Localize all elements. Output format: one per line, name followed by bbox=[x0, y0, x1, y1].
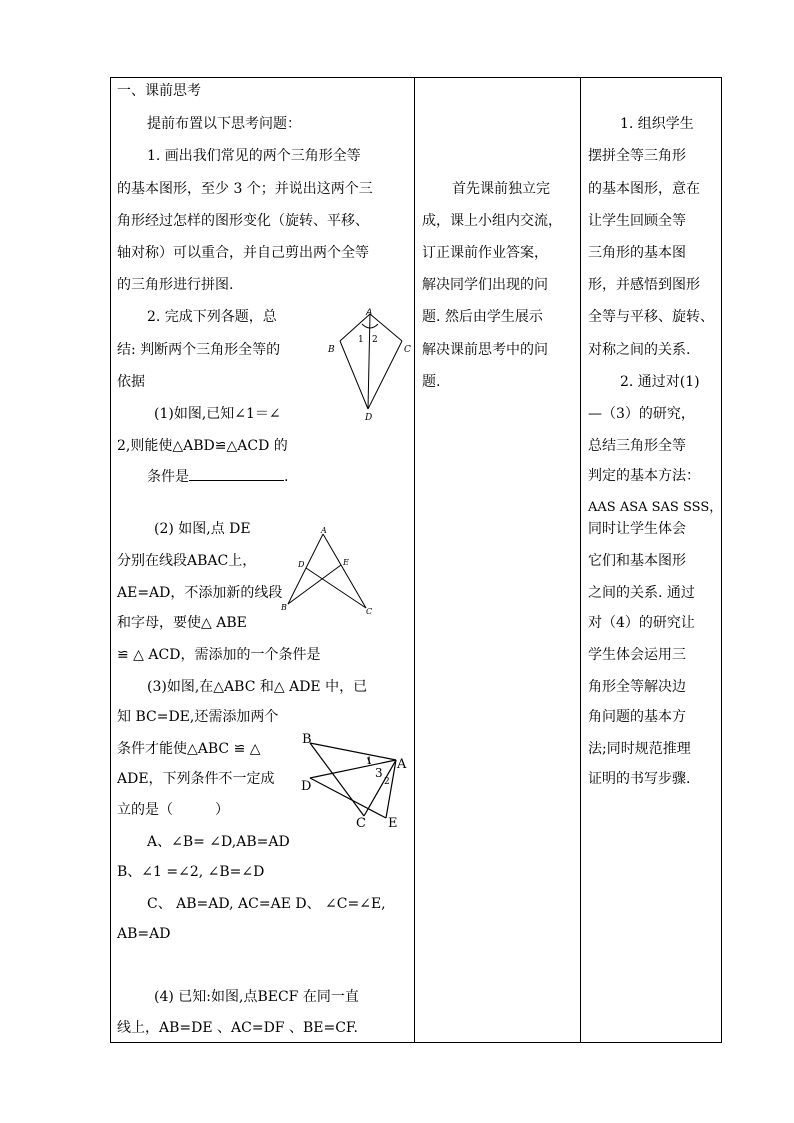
fig3-label: B bbox=[302, 732, 312, 747]
figure-crossed-triangles bbox=[278, 522, 378, 617]
fig2-label: C bbox=[366, 607, 373, 616]
q1-line: 角形经过怎样的图形变化（旋转、平移、 bbox=[117, 213, 369, 229]
activity-line: 首先课前独立完 bbox=[452, 181, 550, 197]
choice-line: C、 AB=AD, AC=AE D、 ∠C=∠E, bbox=[147, 896, 386, 912]
p3-line: 条件才能使△ABC ≌ △ bbox=[117, 741, 261, 757]
intent-line: 学生体会运用三 bbox=[588, 647, 686, 663]
p2-line: ≌ △ ACD，需添加的一个条件是 bbox=[117, 647, 321, 663]
q1-line: 1. 画出我们常见的两个三角形全等 bbox=[147, 148, 361, 164]
figure-kite bbox=[320, 306, 415, 426]
intent-line: 总结三角形全等 bbox=[588, 438, 686, 454]
fig3-label: E bbox=[388, 816, 398, 831]
fig2-label: A bbox=[321, 526, 327, 535]
figure-two-triangles bbox=[296, 728, 411, 833]
p3-line: (3)如图,在△ABC 和△ ADE 中，已 bbox=[147, 679, 368, 695]
p2-line: (2) 如图,点 DE bbox=[154, 521, 251, 537]
p4-line: 线上，AB=DE 、AC=DF 、BE=CF. bbox=[117, 1020, 358, 1036]
column-divider-1 bbox=[414, 78, 415, 1042]
choice-line: A、∠B= ∠D,AB=AD bbox=[147, 834, 290, 850]
activity-line: 订正课前作业答案， bbox=[422, 245, 548, 261]
table-border-left bbox=[110, 78, 111, 1042]
choice-line: AB=AD bbox=[117, 926, 171, 942]
table-border-right bbox=[721, 78, 722, 1042]
p3-line: 知 BC=DE,还需添加两个 bbox=[117, 709, 279, 725]
fig3-label: 2 bbox=[384, 777, 390, 787]
q2-line: 2. 完成下列各题，总 bbox=[147, 309, 277, 325]
p1-line: 2,则能使△ABD≌△ACD 的 bbox=[117, 438, 288, 454]
choice-line: B、∠1 =∠2, ∠B=∠D bbox=[117, 864, 265, 880]
p2-line: AE=AD，不添加新的线段 bbox=[117, 585, 283, 601]
intent-line: 法;同时规范推理 bbox=[588, 741, 691, 757]
section-heading: 一、课前思考 bbox=[117, 83, 201, 99]
fig3-label: C bbox=[356, 816, 366, 831]
intent-line: —（3）的研究， bbox=[588, 406, 695, 422]
activity-line: 成，课上小组内交流， bbox=[422, 213, 562, 229]
q2-line: 结: 判断两个三角形全等的 bbox=[117, 342, 281, 358]
fig1-label: 1 bbox=[358, 335, 364, 345]
intent-line: 判定的基本方法： bbox=[588, 468, 700, 484]
intent-line: 证明的书写步骤. bbox=[588, 771, 691, 787]
activity-line: 题. 然后由学生展示 bbox=[422, 309, 543, 325]
p2-line: 和字母，要使△ ABE bbox=[117, 615, 247, 631]
activity-line: 题. bbox=[422, 374, 441, 390]
intent-line: 全等与平移、旋转、 bbox=[588, 309, 714, 325]
fig1-label: D bbox=[365, 413, 373, 423]
fig2-label: B bbox=[281, 603, 287, 612]
intent-line: AAS ASA SAS SSS， bbox=[588, 500, 723, 515]
fig1-label: C bbox=[404, 345, 411, 355]
activity-line: 解决同学们出现的问 bbox=[422, 277, 548, 293]
q2-line: 依据 bbox=[117, 374, 145, 390]
intent-line: 2. 通过对(1) bbox=[620, 374, 700, 390]
fig3-label: 3 bbox=[375, 766, 383, 780]
fig1-label: B bbox=[328, 345, 335, 355]
fig2-label: D bbox=[298, 560, 305, 569]
intent-line: 三角形的基本图 bbox=[588, 245, 686, 261]
p3-line: 立的是（ ） bbox=[117, 802, 229, 818]
fig1-label: A bbox=[366, 308, 373, 318]
p2-line: 分别在线段ABAC上， bbox=[117, 553, 257, 569]
q1-line: 的三角形进行拼图. bbox=[117, 277, 234, 293]
intent-line: 形，并感悟到图形 bbox=[588, 277, 700, 293]
fig3-label: A bbox=[397, 757, 407, 772]
fig2-label: E bbox=[343, 558, 349, 567]
intent-line: 让学生回顾全等 bbox=[588, 213, 686, 229]
intent-line: 对（4）的研究让 bbox=[588, 615, 695, 631]
fig1-label: 2 bbox=[372, 335, 378, 345]
intent-line: 角形全等解决边 bbox=[588, 679, 686, 695]
activity-line: 解决课前思考中的问 bbox=[422, 342, 548, 358]
p1-line: (1)如图,已知∠1＝∠ bbox=[154, 406, 281, 422]
fig3-label: D bbox=[301, 779, 312, 794]
answer-blank bbox=[189, 468, 284, 481]
intent-line: 摆拼全等三角形 bbox=[588, 148, 686, 164]
p1-condition: 条件是 . bbox=[147, 469, 289, 485]
p4-line: (4) 已知:如图,点BECF 在同一直 bbox=[154, 989, 359, 1005]
fig3-label: 1 bbox=[366, 756, 373, 767]
intent-line: 的基本图形，意在 bbox=[588, 181, 700, 197]
q1-line: 的基本图形，至少 3 个；并说出这两个三 bbox=[117, 181, 373, 197]
intent-line: 1. 组织学生 bbox=[620, 116, 694, 132]
column-divider-2 bbox=[580, 78, 581, 1042]
intro-text: 提前布置以下思考问题： bbox=[147, 116, 301, 132]
intent-line: 对称之间的关系. bbox=[588, 342, 691, 358]
intent-line: 它们和基本图形 bbox=[588, 553, 686, 569]
q1-line: 轴对称）可以重合，并自己剪出两个全等 bbox=[117, 245, 369, 261]
p3-line: ADE，下列条件不一定成 bbox=[117, 771, 275, 787]
intent-line: 角问题的基本方 bbox=[588, 709, 686, 725]
intent-line: 之间的关系. 通过 bbox=[588, 585, 695, 601]
intent-line: 同时让学生体会 bbox=[588, 521, 686, 537]
